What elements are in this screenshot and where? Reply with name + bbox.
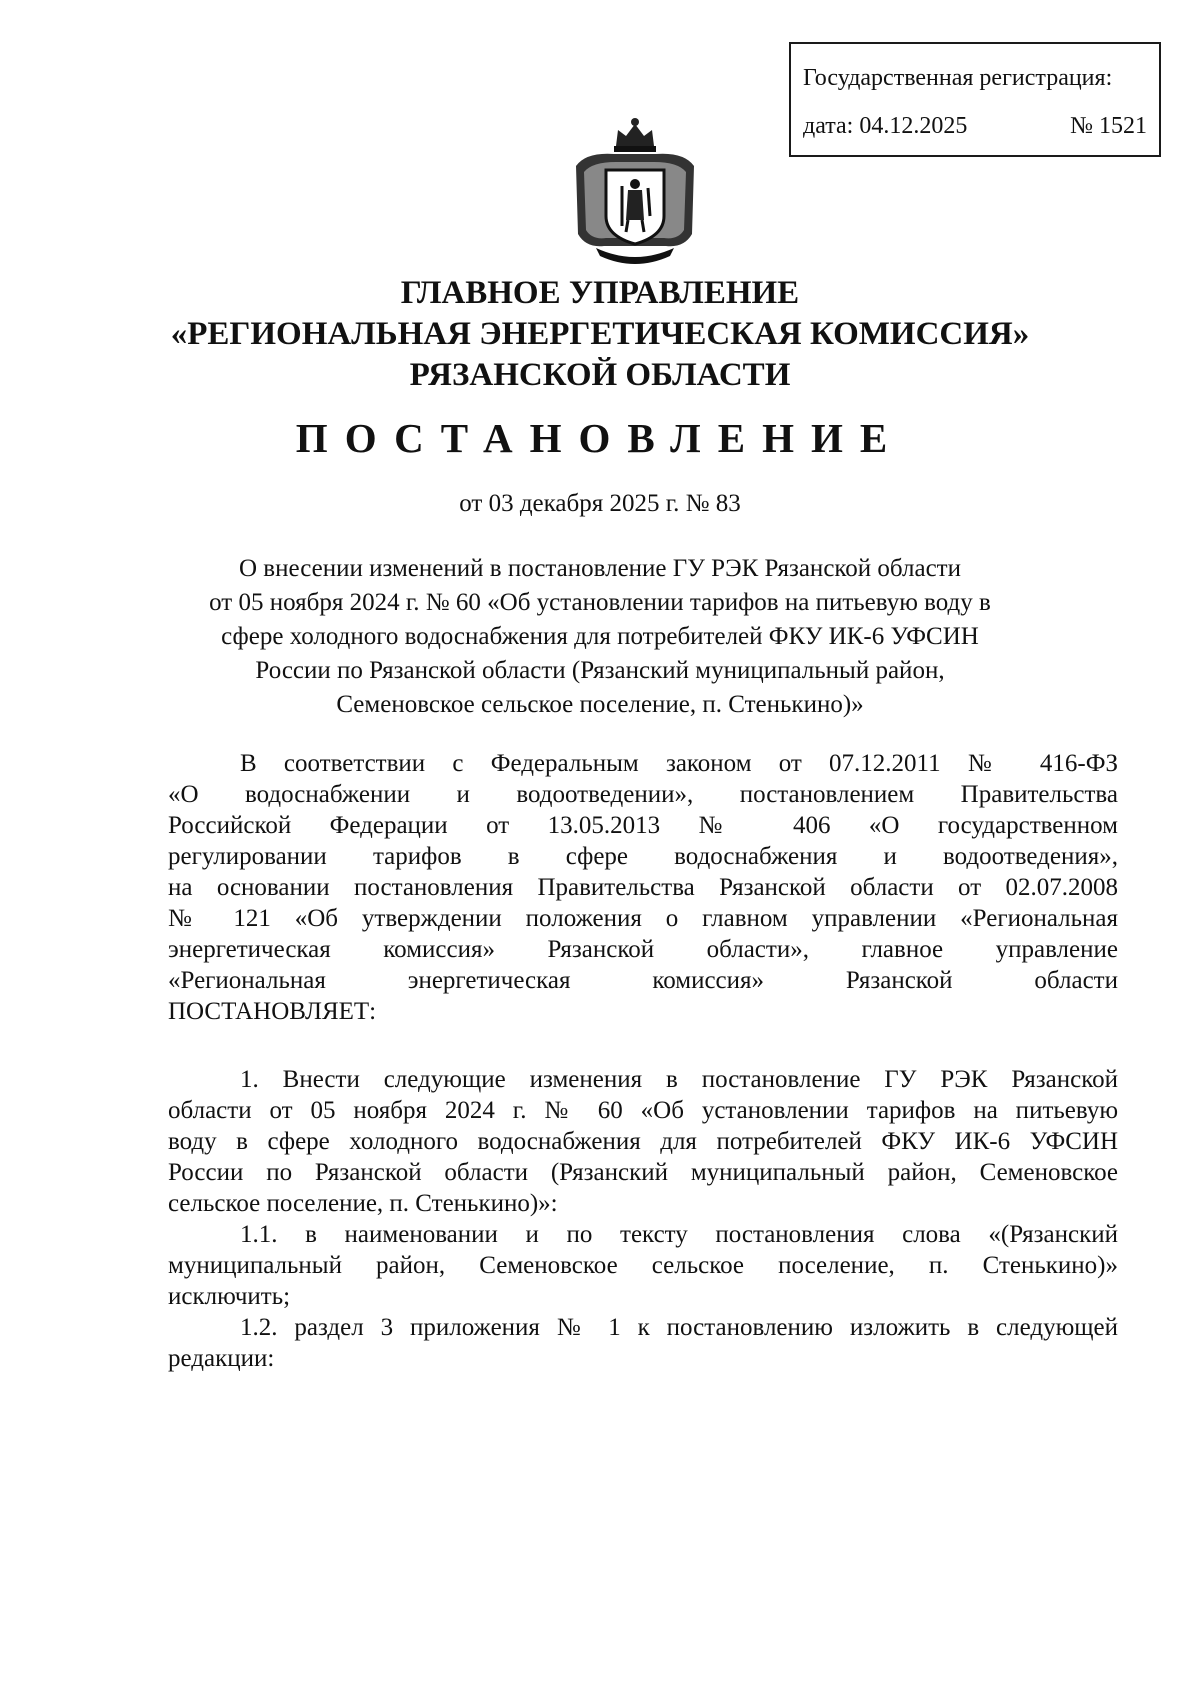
registration-number: № 1521 [1070,113,1147,139]
subject-line: от 05 ноября 2024 г. № 60 «Об установлении тарифов на питьевую воду в [209,589,991,616]
ryazan-coat-of-arms-icon [566,116,704,268]
preamble-line: «О водоснабжении и водоотведении», постановлением Правительства [168,781,1118,808]
preamble-line: Российской Федерации от 13.05.2013 № 406 «О государственном [168,812,1118,839]
preamble-line: № 121 «Об утверждении положения о главном управлении «Региональная [168,905,1118,932]
clause-line: воду в сфере холодного водоснабжения для потребителей ФКУ ИК-6 УФСИН [168,1128,1118,1155]
subject-line: сфере холодного водоснабжения для потребителей ФКУ ИК-6 УФСИН [221,623,979,650]
preamble-line: регулировании тарифов в сфере водоснабжения и водоотведения», [168,843,1118,870]
document-subject [0,552,1200,722]
agency-name-line2: «РЕГИОНАЛЬНАЯ ЭНЕРГЕТИЧЕСКАЯ КОМИССИЯ» [170,316,1030,352]
registration-stamp [789,42,1161,157]
clause-1-2 [168,1312,1118,1374]
clause-line: области от 05 ноября 2024 г. № 60 «Об установлении тарифов на питьевую [168,1097,1118,1124]
agency-name-line3: РЯЗАНСКОЙ ОБЛАСТИ [409,357,791,393]
clause-line: муниципальный район, Семеновское сельское поселение, п. Стенькино)» [168,1252,1118,1279]
clause-line: 1.1. в наименовании и по тексту постановления слова «(Рязанский [240,1221,1118,1248]
subject-line: О внесении изменений в постановление ГУ РЭК Рязанской области [239,555,961,582]
clause-line: России по Рязанской области (Рязанский муниципальный район, Семеновское [168,1159,1118,1186]
agency-name-line1: ГЛАВНОЕ УПРАВЛЕНИЕ [400,275,800,311]
clause-1 [168,1064,1118,1219]
preamble-line: энергетическая комиссия» Рязанской области», главное управление [168,936,1118,963]
preamble-line: «Региональная энергетическая комиссия» Рязанской области [168,967,1118,994]
preamble-resolves: ПОСТАНОВЛЯЕТ: [168,998,377,1025]
clause-line: 1. Внести следующие изменения в постановление ГУ РЭК Рязанской [240,1066,1118,1093]
clause-1-1 [168,1219,1118,1312]
document-date: от 03 декабря 2025 г. № 83 [459,490,741,517]
preamble-line: на основании постановления Правительства Рязанской области от 02.07.2008 [168,874,1118,901]
registration-date: дата: 04.12.2025 [803,113,968,139]
clause-line: сельское поселение, п. Стенькино)»: [168,1190,558,1217]
document-type: ПОСТАНОВЛЕНИЕ [295,415,905,461]
clause-line: исключить; [168,1283,291,1310]
clause-line: 1.2. раздел 3 приложения № 1 к постановлению изложить в следующей [240,1314,1118,1341]
preamble-line: В соответствии с Федеральным законом от 07.12.2011 № 416-ФЗ [240,750,1118,777]
registration-title: Государственная регистрация: [803,65,1113,91]
clause-line: редакции: [168,1345,275,1372]
subject-line: Семеновское сельское поселение, п. Стенькино)» [336,691,864,718]
subject-line: России по Рязанской области (Рязанский муниципальный район, [255,657,945,684]
preamble-paragraph [168,748,1118,1027]
